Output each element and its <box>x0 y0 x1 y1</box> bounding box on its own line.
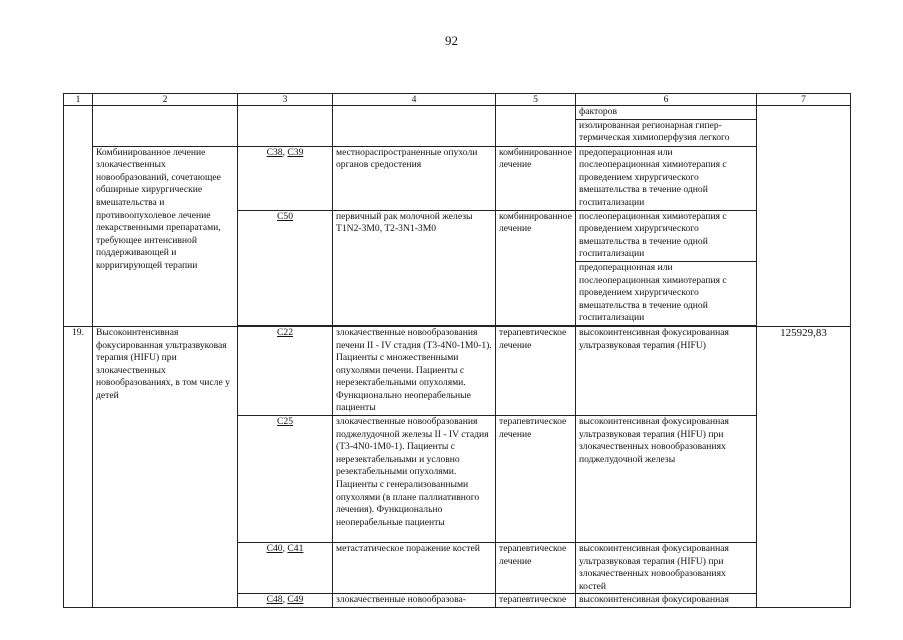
method-cell: факторов <box>576 106 757 120</box>
page-number: 92 <box>445 33 458 48</box>
method-cell: предоперационная или послеоперационная химиотерапия с проведением хирургического вмешательства в течение одной госпитализации <box>576 261 757 325</box>
method-cell: предоперационная или послеоперационная химиотерапия с проведением хирургического вмешательства в течение одной госпитализации <box>576 146 757 210</box>
group-name-cell: Комбинированное лечение злокачественных новообразований, сочетающее обширные хирургические вмешательства и противоопухолевое лечение лекарственными препаратами, требующее интенсивной поддерживающей и корригирующей терапии <box>93 146 238 326</box>
treatment-cell <box>496 106 576 147</box>
method-cell: высокоинтенсивная фокусированная ультразвуковая терапия (HIFU) при злокачественных новообразованиях костей <box>576 543 757 594</box>
model-cell: первичный рак молочной железы T1N2-3M0, T2-3N1-3M0 <box>333 210 496 325</box>
code-link: C38 <box>266 146 283 158</box>
treatment-cell: терапевтическое <box>496 594 576 608</box>
code-cell <box>238 416 333 543</box>
price-cell: 125929,83 <box>757 326 851 607</box>
model-cell <box>333 106 496 147</box>
group-name-cell <box>93 106 238 147</box>
table-row <box>64 146 851 210</box>
code-cell: C48, C49 <box>238 594 333 608</box>
code-link: C39 <box>287 146 304 158</box>
code-link: C25 <box>277 416 293 428</box>
code-cell <box>238 106 333 147</box>
treatment-cell: терапевтическое лечение <box>496 416 576 543</box>
column-header-1: 1 <box>64 94 93 106</box>
method-cell: высокоинтенсивная фокусированная ультразвуковая терапия (HIFU) <box>576 326 757 415</box>
code-cell: C40, C41 <box>238 543 333 594</box>
procedures-table <box>63 93 851 608</box>
column-header-6: 6 <box>576 94 757 106</box>
treatment-cell: комбинированное лечение <box>496 210 576 325</box>
code-link: C40 <box>266 543 283 555</box>
item-name-cell: Высокоинтенсивная фокусированная ультразвуковая терапия (HIFU) при злокачественных новообразованиях, в том числе у детей <box>93 326 238 607</box>
model-cell: злокачественные новообразова- <box>333 594 496 608</box>
method-cell: изолированная регионарная гипер-термическая химиоперфузия легкого <box>576 119 757 146</box>
treatment-cell: комбинированное лечение <box>496 146 576 210</box>
row-number-cell: 19. <box>64 326 93 607</box>
header-row <box>64 94 851 106</box>
code-cell <box>238 210 333 325</box>
method-cell: послеоперационная химиотерапия с проведением хирургического вмешательства в течение одной госпитализации <box>576 210 757 261</box>
column-header-5: 5 <box>496 94 576 106</box>
column-header-4: 4 <box>333 94 496 106</box>
model-cell: метастатическое поражение костей <box>333 543 496 594</box>
row-number-cell <box>64 106 93 327</box>
model-cell: местнораспространенные опухоли органов средостения <box>333 146 496 210</box>
code-link: C50 <box>277 210 293 222</box>
method-cell: высокоинтенсивная фокусированная ультразвуковая терапия (HIFU) при злокачественных новообразованиях поджелудочной железы <box>576 416 757 543</box>
code-cell <box>238 326 333 415</box>
method-cell: высокоинтенсивная фокусированная <box>576 594 757 608</box>
code-link: C49 <box>287 594 304 606</box>
price-cell <box>757 106 851 327</box>
column-header-3: 3 <box>238 94 333 106</box>
treatment-cell: терапевтическое лечение <box>496 326 576 415</box>
model-cell: злокачественные новообразования печени II - IV стадия (T3-4N0-1M0-1). Пациенты с множественными опухолями печени. Пациенты с нерезектабельными опухолями. Функционально неоперабельные пациенты <box>333 326 496 415</box>
column-header-7: 7 <box>757 94 851 106</box>
code-link: C22 <box>277 326 293 338</box>
code-link: C41 <box>287 543 304 555</box>
column-header-2: 2 <box>93 94 238 106</box>
table-row <box>64 326 851 415</box>
table-row <box>64 106 851 120</box>
treatment-cell: терапевтическое лечение <box>496 543 576 594</box>
code-link: C48 <box>266 594 283 606</box>
code-cell: C38, C39 <box>238 146 333 210</box>
model-cell: злокачественные новообразования поджелудочной железы II - IV стадия (T3-4N0-1M0-1). Пациенты с нерезектабельными и условно резектабельными опухолями. Пациенты с генерализованными опухолями (в плане паллиативного лечения). Функционально неоперабельные пациенты <box>333 416 496 543</box>
